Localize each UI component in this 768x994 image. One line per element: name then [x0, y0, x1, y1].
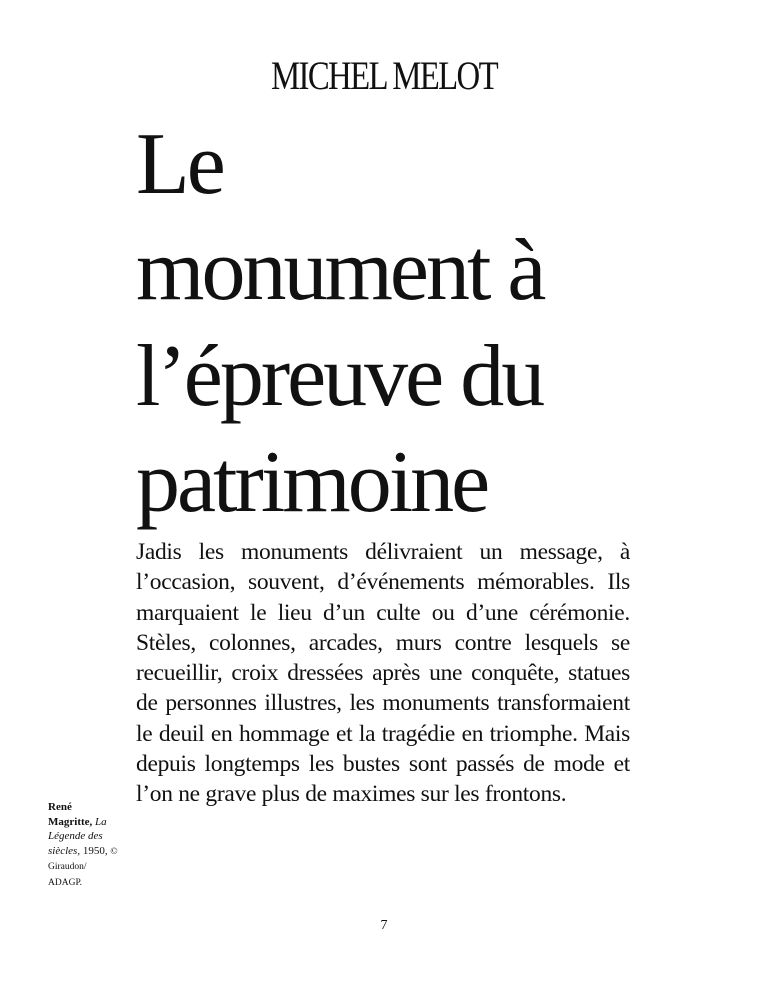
- caption-artist: René Magritte,: [48, 801, 93, 828]
- title-line: patrimoine: [136, 434, 488, 531]
- caption-rights: © Giraudon/ ADAGP.: [48, 846, 118, 888]
- author-name: MICHEL MELOT: [271, 53, 497, 98]
- article-title: [136, 112, 736, 536]
- title-line: monument à: [136, 222, 544, 319]
- title-line: l’épreuve du: [136, 328, 543, 425]
- page-number: 7: [380, 918, 388, 933]
- intro-paragraph: Jadis les monuments délivraient un message, à l’occasion, souvent, d’événements mémorables. Ils marquaient le lieu d’un culte ou d’une cérémonie. Stèles, colonnes, arcades, murs contre lesquels se recueillir, croix dressées après une conquête, statues de personnes illustres, les monuments transformaient le deuil en hommage et la tragédie en triomphe. Mais depuis longtemps les bustes sont passés de mode et l’on ne grave plus de maximes sur les frontons.: [136, 539, 630, 808]
- caption-year: 1950,: [82, 844, 108, 857]
- title-line: Le: [136, 116, 223, 213]
- image-caption: [48, 800, 118, 890]
- caption-work: La Légende des siècles,: [48, 815, 107, 857]
